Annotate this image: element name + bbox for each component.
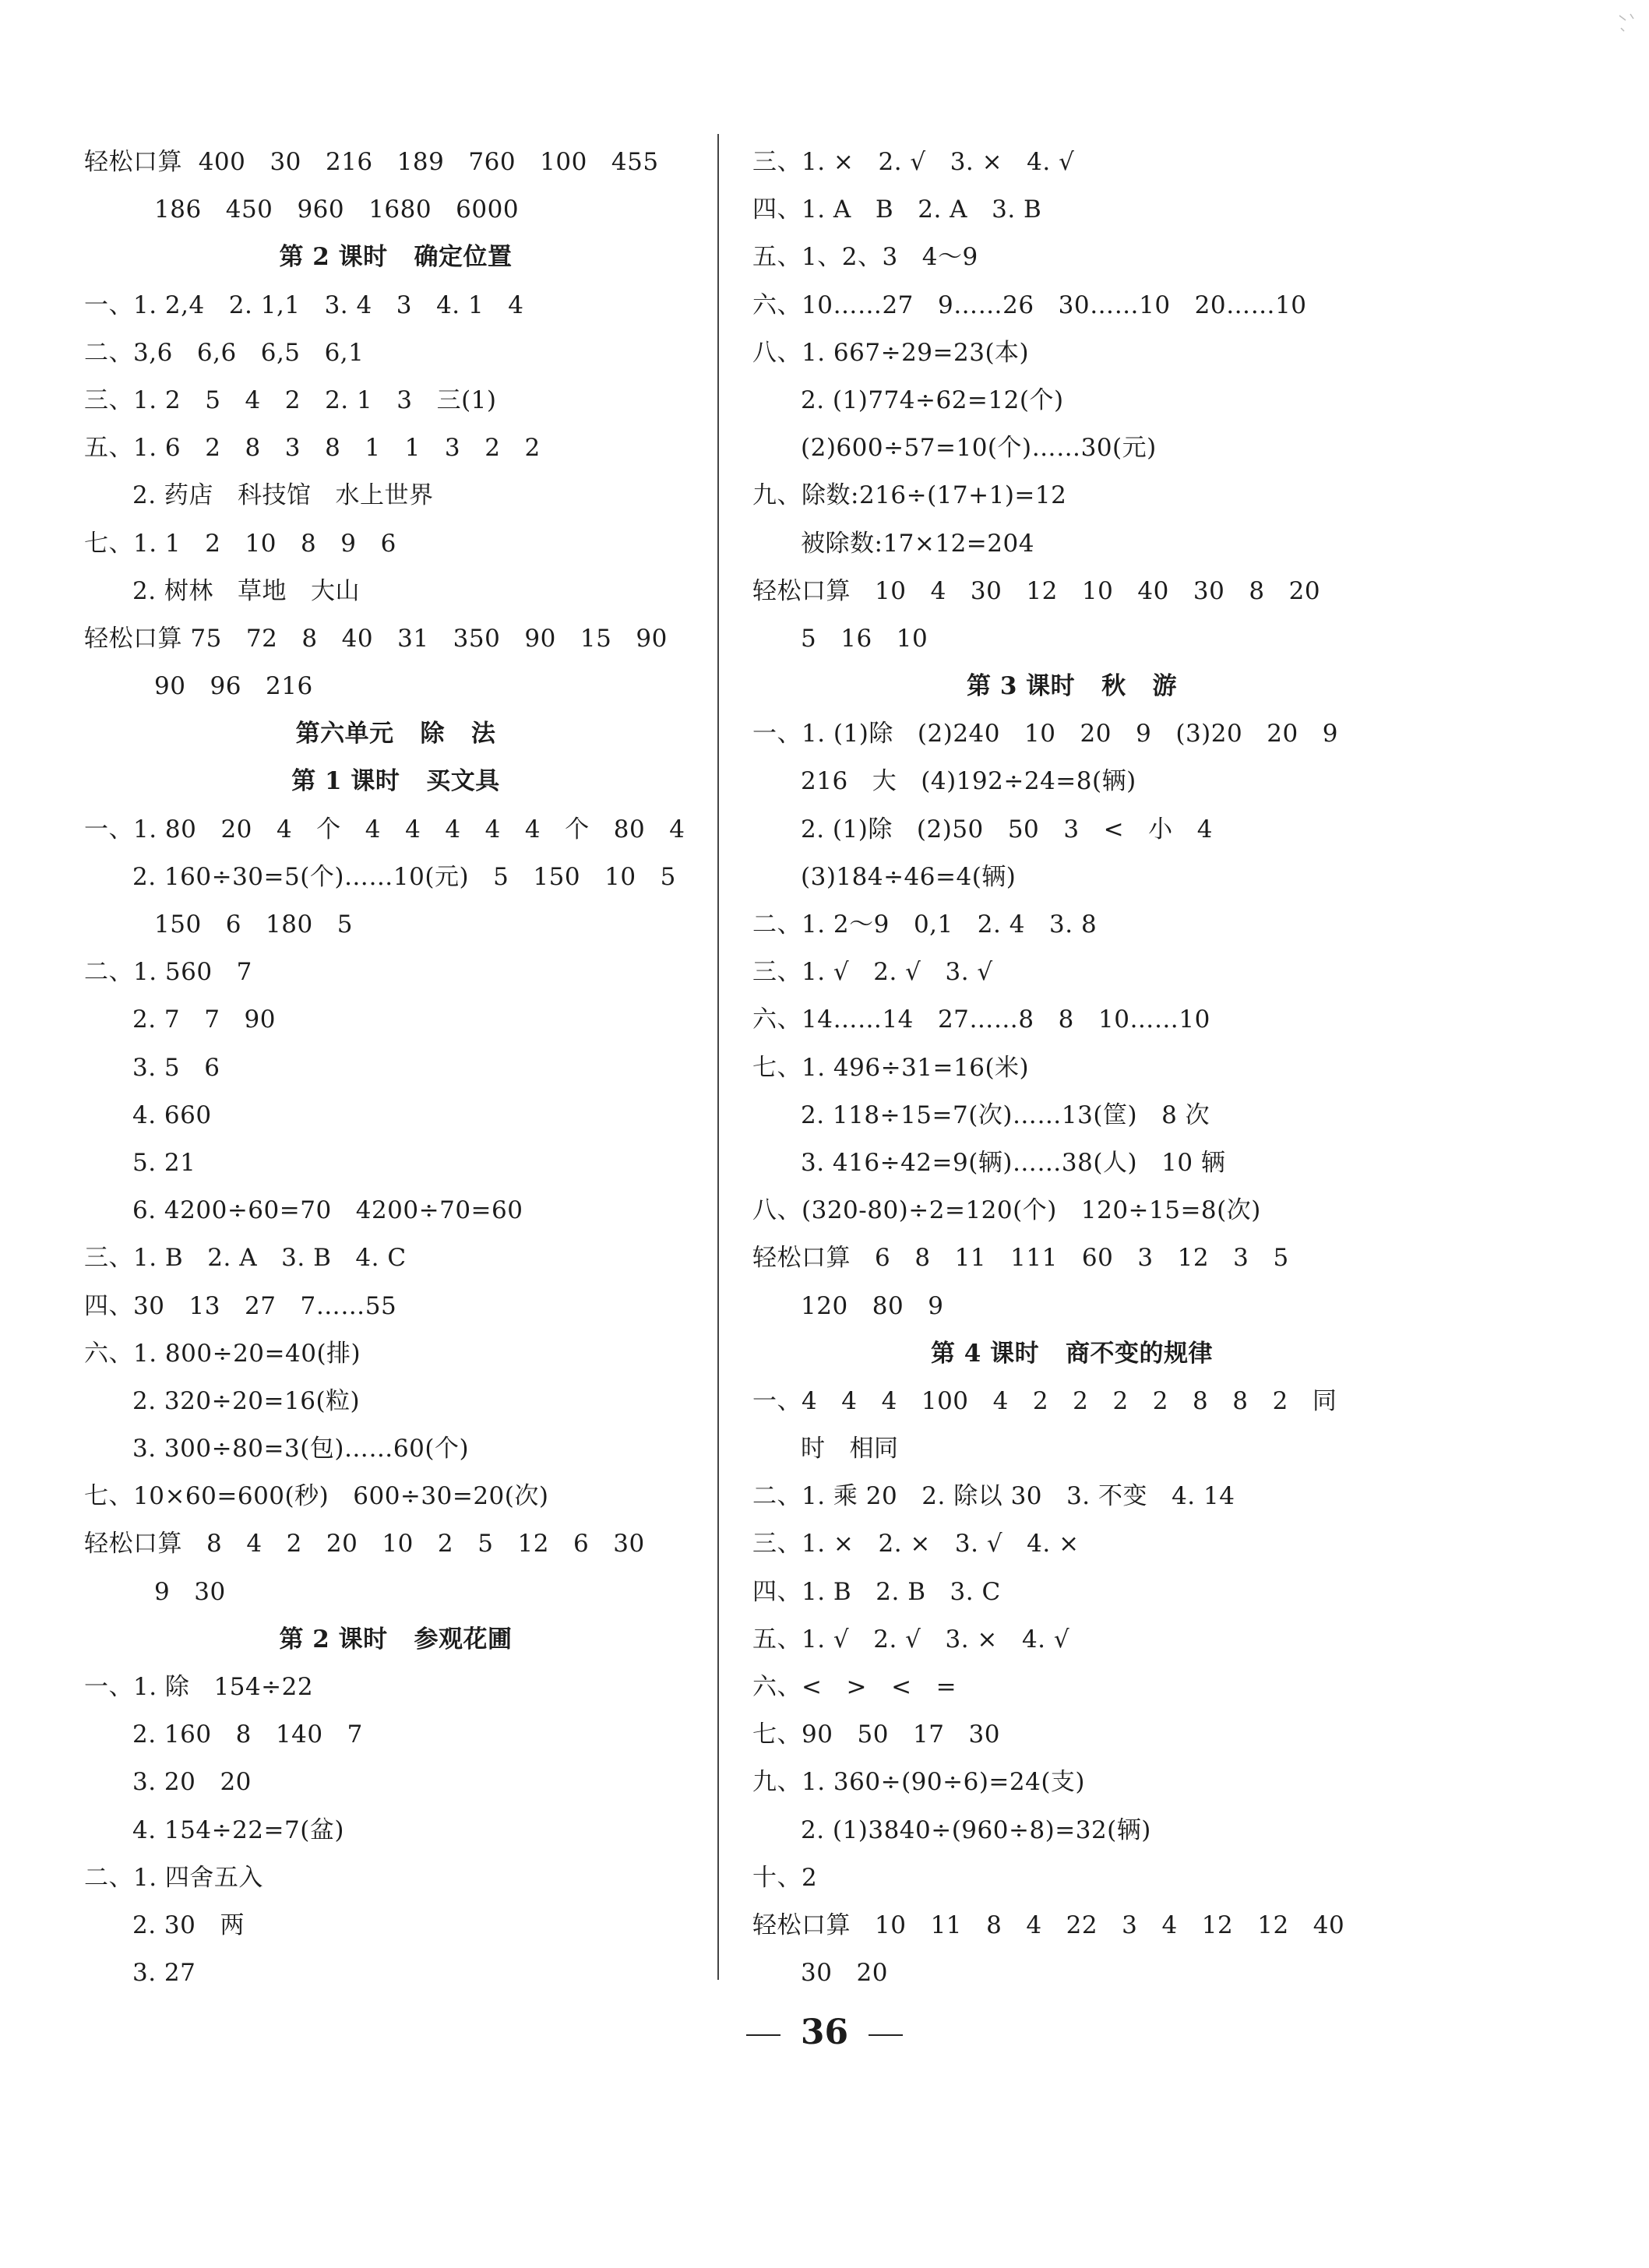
left-line: 2. 30 两 xyxy=(132,1911,245,1939)
right-line: 轻松口算 10 4 30 12 10 40 30 8 20 xyxy=(752,576,1321,605)
right-line: 六、10……27 9……26 30……10 20……10 xyxy=(752,291,1307,319)
left-line: 90 96 216 xyxy=(154,672,313,701)
left-line: 二、1. 560 7 xyxy=(84,958,252,987)
right-line: 三、1. √ 2. √ 3. √ xyxy=(752,958,993,987)
right-line: 三、1. × 2. × 3. √ 4. × xyxy=(752,1530,1080,1558)
left-line: 2. 树林 草地 大山 xyxy=(132,576,361,605)
left-line: 七、10×60=600(秒) 600÷30=20(次) xyxy=(84,1482,549,1511)
left-line: 3. 20 20 xyxy=(132,1768,252,1797)
left-line: 轻松口算 8 4 2 20 10 2 5 12 6 30 xyxy=(84,1530,645,1558)
corner-mark-icon xyxy=(1615,11,1638,34)
right-line: 5 16 10 xyxy=(801,624,928,653)
right-line: 轻松口算 10 11 8 4 22 3 4 12 12 40 xyxy=(752,1911,1345,1939)
right-line: 四、1. B 2. B 3. C xyxy=(752,1577,1001,1606)
right-line: 3. 416÷42=9(辆)……38(人) 10 辆 xyxy=(801,1148,1226,1177)
right-line: 二、1. 乘 20 2. 除以 30 3. 不变 4. 14 xyxy=(752,1482,1235,1511)
heading-text: 第 4 课时 商不变的规律 xyxy=(930,1339,1214,1368)
right-line: 时 相同 xyxy=(801,1435,899,1463)
left-line: 二、1. 四舍五入 xyxy=(84,1863,263,1892)
left-line: 5. 21 xyxy=(132,1148,196,1177)
right-line: 七、1. 496÷31=16(米) xyxy=(752,1053,1030,1082)
right-line: 被除数:17×12=204 xyxy=(801,529,1034,558)
left-line: 2. 7 7 90 xyxy=(132,1005,276,1034)
right-heading xyxy=(752,1330,1391,1378)
footer-dash-right xyxy=(869,2034,903,2036)
heading-text: 第六单元 除 法 xyxy=(295,720,496,748)
left-line: 三、1. 2 5 4 2 2. 1 3 三(1) xyxy=(84,386,497,414)
right-line: 2. (1)774÷62=12(个) xyxy=(801,386,1064,414)
left-line: 3. 300÷80=3(包)……60(个) xyxy=(132,1435,470,1463)
left-heading xyxy=(84,710,707,758)
right-line: 六、< > < = xyxy=(752,1673,957,1701)
heading-text: 第 2 课时 参观花圃 xyxy=(279,1625,513,1653)
right-line: 五、1. √ 2. √ 3. × 4. √ xyxy=(752,1625,1070,1653)
right-column xyxy=(752,139,1391,1997)
heading-text: 第 3 课时 秋 游 xyxy=(967,672,1177,701)
left-line: 轻松口算 400 30 216 189 760 100 455 xyxy=(84,148,659,176)
right-line: (2)600÷57=10(个)……30(元) xyxy=(801,434,1157,463)
right-heading xyxy=(752,663,1391,710)
right-line: 三、1. × 2. √ 3. × 4. √ xyxy=(752,148,1075,176)
right-line: 九、除数:216÷(17+1)=12 xyxy=(752,481,1067,510)
left-line: 4. 660 xyxy=(132,1101,212,1129)
left-line: 3. 27 xyxy=(132,1959,196,1988)
heading-text: 第 1 课时 买文具 xyxy=(291,767,500,796)
left-line: 轻松口算 75 72 8 40 31 350 90 15 90 xyxy=(84,624,668,653)
left-line: 2. 320÷20=16(粒) xyxy=(132,1386,361,1415)
right-line: 五、1、2、3 4～9 xyxy=(752,243,978,272)
right-line: 一、4 4 4 100 4 2 2 2 2 8 8 2 同 xyxy=(752,1386,1337,1415)
left-line: 2. 160 8 140 7 xyxy=(132,1720,363,1749)
right-line: 120 80 9 xyxy=(801,1291,944,1320)
left-line: 6. 4200÷60=70 4200÷70=60 xyxy=(132,1196,523,1225)
left-column xyxy=(84,139,707,1997)
right-line: 七、90 50 17 30 xyxy=(752,1720,1000,1749)
left-line: 一、1. 80 20 4 个 4 4 4 4 4 个 80 4 xyxy=(84,815,685,843)
heading-text: 第 2 课时 确定位置 xyxy=(279,243,513,272)
right-line: 一、1. (1)除 (2)240 10 20 9 (3)20 20 9 xyxy=(752,720,1339,748)
right-line: 十、2 xyxy=(752,1863,818,1892)
left-line: 3. 5 6 xyxy=(132,1053,220,1082)
left-line: 9 30 xyxy=(154,1577,226,1606)
left-heading xyxy=(84,234,707,281)
right-line: (3)184÷46=4(辆) xyxy=(801,862,1017,891)
right-line: 二、1. 2～9 0,1 2. 4 3. 8 xyxy=(752,910,1098,939)
right-line: 四、1. A B 2. A 3. B xyxy=(752,195,1042,224)
left-heading xyxy=(84,1616,707,1664)
right-line: 30 20 xyxy=(801,1959,888,1988)
left-line: 一、1. 除 154÷22 xyxy=(84,1673,314,1701)
footer-dash-left xyxy=(746,2034,780,2036)
left-line: 150 6 180 5 xyxy=(154,910,353,939)
left-line: 六、1. 800÷20=40(排) xyxy=(84,1339,361,1368)
right-line: 八、(320-80)÷2=120(个) 120÷15=8(次) xyxy=(752,1196,1261,1225)
right-line: 216 大 (4)192÷24=8(辆) xyxy=(801,767,1136,796)
left-line: 186 450 960 1680 6000 xyxy=(154,195,520,224)
left-line: 一、1. 2,4 2. 1,1 3. 4 3 4. 1 4 xyxy=(84,291,524,319)
left-line: 2. 药店 科技馆 水上世界 xyxy=(132,481,434,510)
left-heading xyxy=(84,758,707,805)
right-line: 九、1. 360÷(90÷6)=24(支) xyxy=(752,1768,1086,1797)
right-line: 六、14……14 27……8 8 10……10 xyxy=(752,1005,1210,1034)
left-line: 2. 160÷30=5(个)……10(元) 5 150 10 5 xyxy=(132,862,676,891)
right-line: 2. (1)除 (2)50 50 3 < 小 4 xyxy=(801,815,1213,843)
left-line: 四、30 13 27 7……55 xyxy=(84,1291,397,1320)
left-line: 二、3,6 6,6 6,5 6,1 xyxy=(84,338,365,367)
left-line: 五、1. 6 2 8 3 8 1 1 3 2 2 xyxy=(84,434,541,463)
right-line: 2. 118÷15=7(次)……13(筐) 8 次 xyxy=(801,1101,1210,1129)
page-number: 36 xyxy=(800,2013,849,2052)
page-footer xyxy=(0,2009,1649,2056)
left-line: 七、1. 1 2 10 8 9 6 xyxy=(84,529,396,558)
right-line: 2. (1)3840÷(960÷8)=32(辆) xyxy=(801,1815,1151,1844)
column-divider xyxy=(717,134,719,1980)
right-line: 八、1. 667÷29=23(本) xyxy=(752,338,1030,367)
right-line: 轻松口算 6 8 11 111 60 3 12 3 5 xyxy=(752,1244,1289,1273)
left-line: 4. 154÷22=7(盆) xyxy=(132,1815,344,1844)
left-line: 三、1. B 2. A 3. B 4. C xyxy=(84,1244,407,1273)
